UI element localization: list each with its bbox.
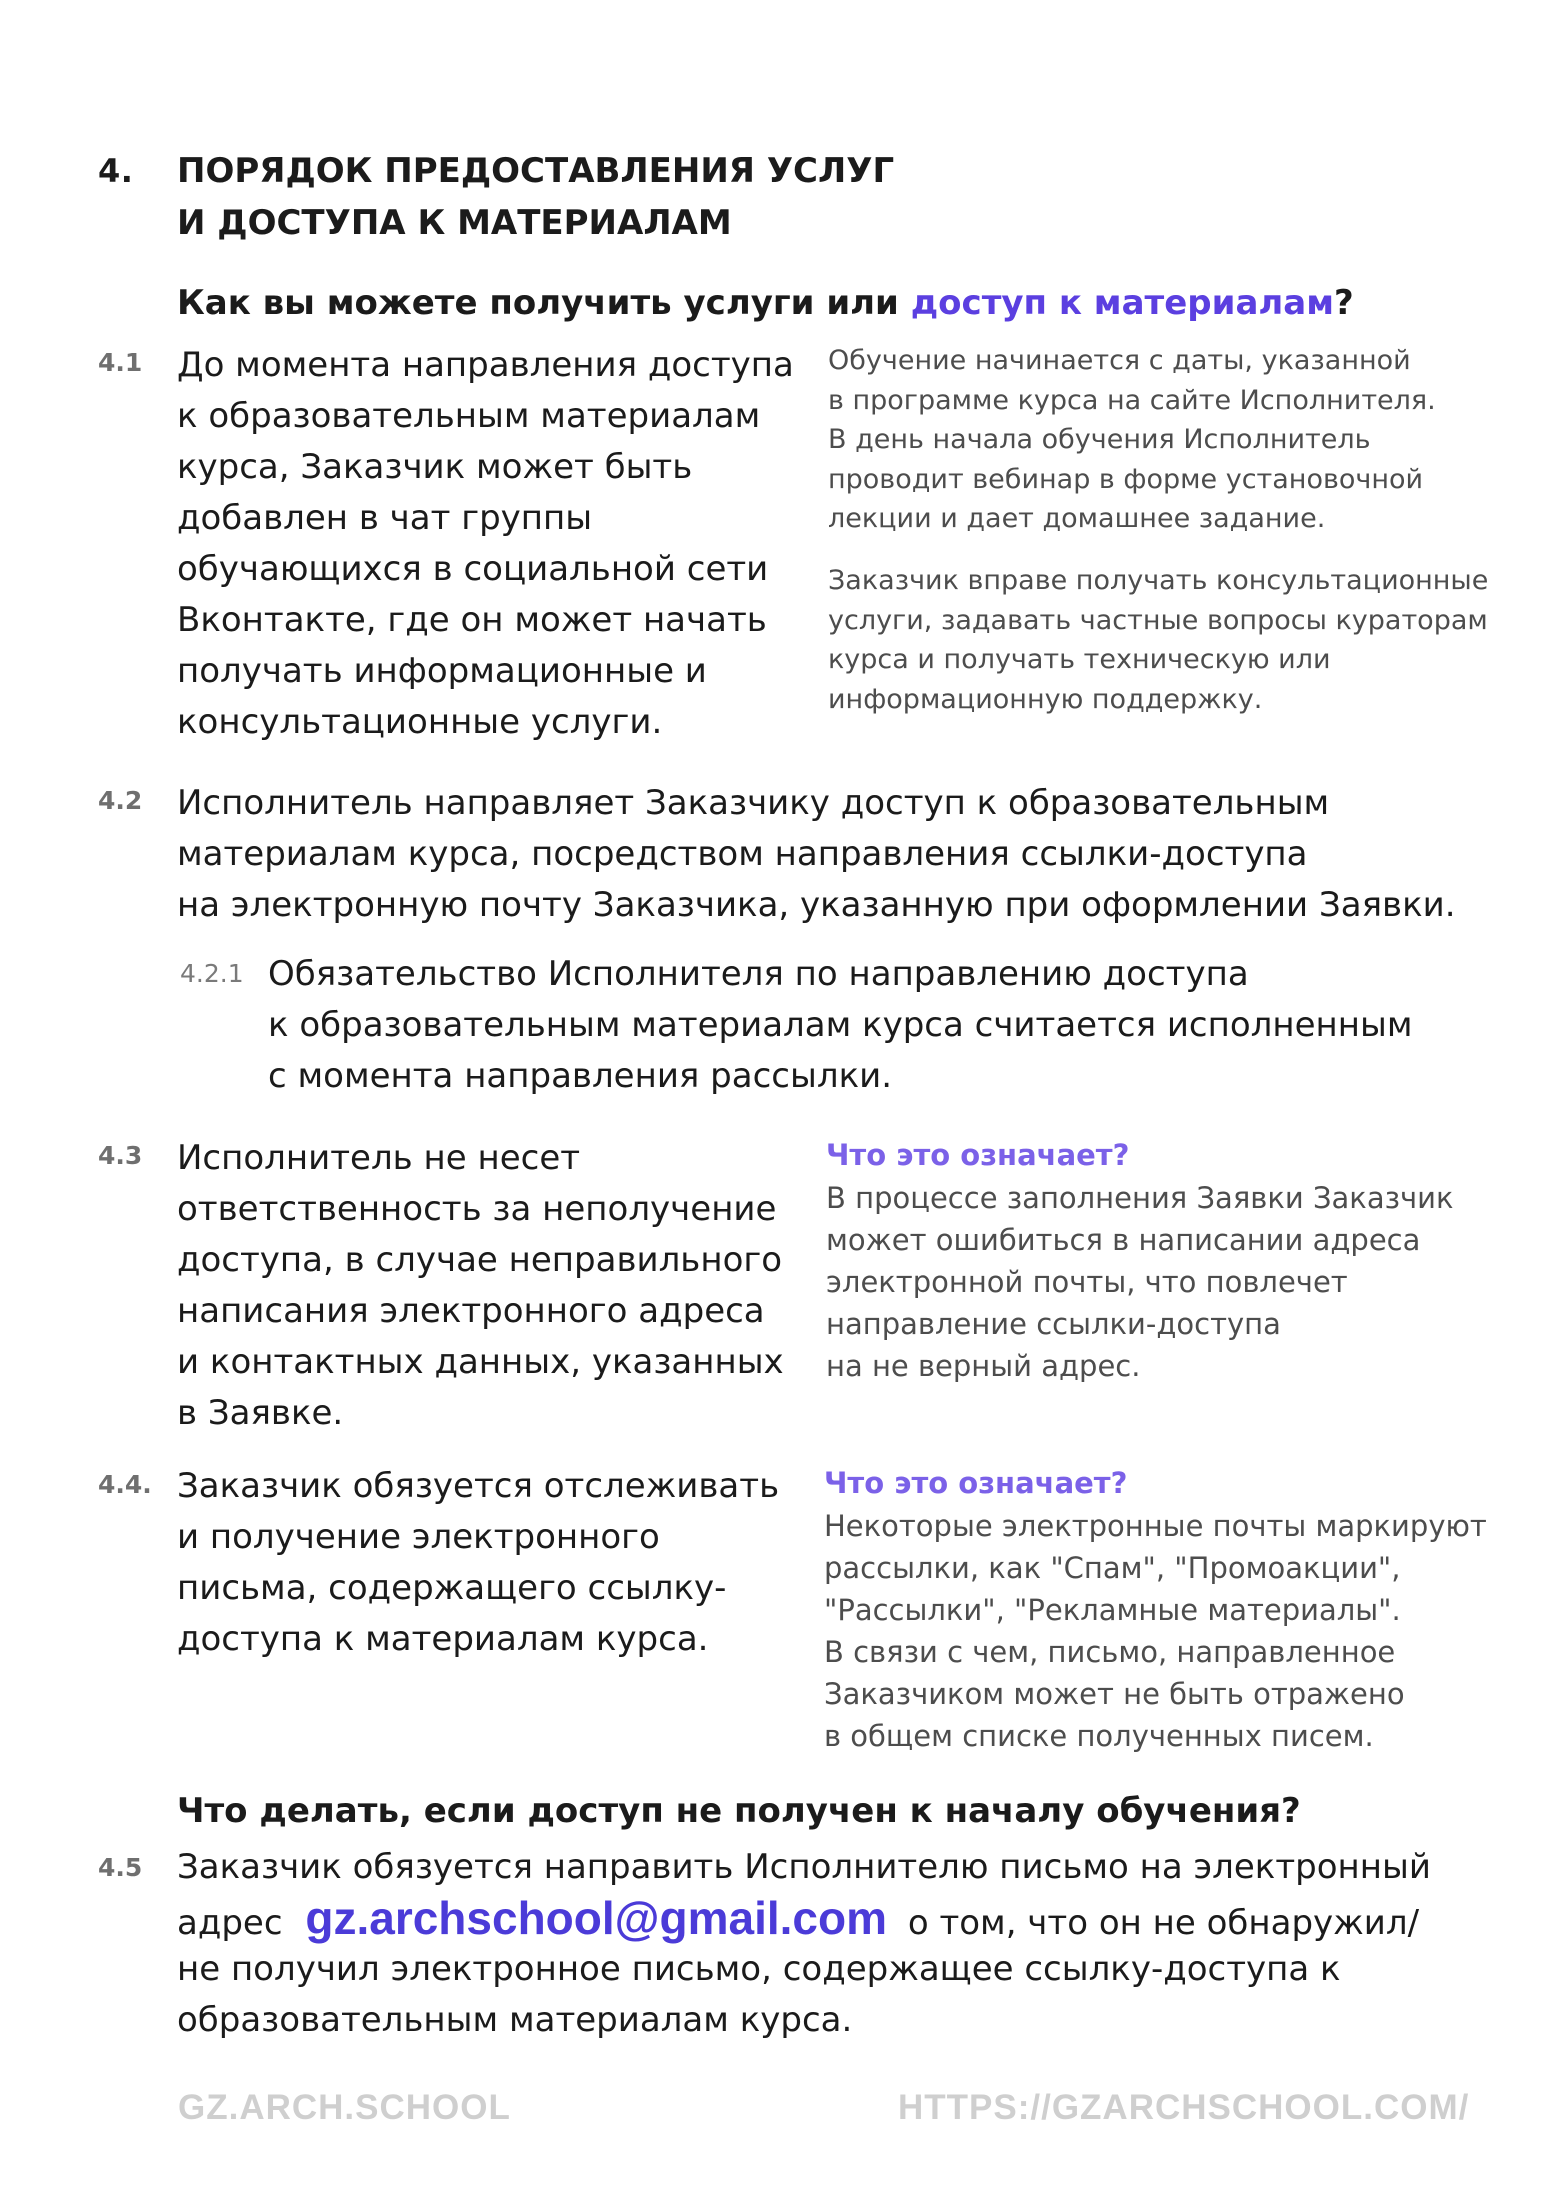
subheading-suffix: ? <box>1334 283 1354 323</box>
clause-text-4-5-line2 <box>177 1893 1419 1949</box>
address-suffix: о том, что он не обнаружил/ <box>907 1903 1420 1943</box>
clause-text-4-5-line3: не получил электронное письмо, содержащее ссылку-доступа к <box>177 1949 1341 1989</box>
clause-number-4-2: 4.2 <box>98 786 143 815</box>
clause-text-4-2-1: Обязательство Исполнителя по направлению доступа к образовательным материалам курса считается исполненным с момента направления рассылки. <box>268 954 1413 1096</box>
clause-note-4-4: Некоторые электронные почты маркируют рассылки, как "Спам", "Промоакции", "Рассылки", "Рекламные материалы". В связи с чем, письмо, направленное Заказчиком может не быть отражено в общем списке полученных писем. <box>824 1509 1487 1753</box>
subheading-accent: доступ к материалам <box>910 283 1335 323</box>
clause-note-4-3: В процессе заполнения Заявки Заказчик может ошибиться в написании адреса электронной почты, что повлечет направление ссылки-доступа на не верный адрес. <box>826 1181 1454 1383</box>
clause-text-4-5-line1: Заказчик обязуется направить Исполнителю письмо на электронный <box>177 1847 1431 1887</box>
clause-number-4-4: 4.4. <box>98 1470 152 1499</box>
subheading-no-access: Что делать, если доступ не получен к началу обучения? <box>177 1791 1301 1831</box>
section-number: 4. <box>98 152 134 190</box>
footer-brand: GZ.ARCH.SCHOOL <box>178 2088 511 2127</box>
note-question-4-4: Что это означает? <box>824 1466 1128 1500</box>
clause-note-4-1-start: Обучение начинается с даты, указанной в программе курса на сайте Исполнителя. В день начала обучения Исполнитель проводит вебинар в форме установочной лекции и дает домашнее задание. <box>828 345 1436 534</box>
note-question-4-3: Что это означает? <box>826 1138 1130 1172</box>
clause-text-4-3: Исполнитель не несет ответственность за неполучение доступа, в случае неправильного написания электронного адреса и контактных данных, указанных в Заявке. <box>177 1138 784 1433</box>
email-link[interactable]: gz.archschool@gmail.com <box>305 1892 888 1944</box>
clause-note-4-1-consult: Заказчик вправе получать консультационные услуги, задавать частные вопросы кураторам курса и получать техническую или информационную поддержку. <box>828 565 1489 715</box>
clause-number-4-2-1: 4.2.1 <box>180 959 244 988</box>
clause-text-4-1: До момента направления доступа к образовательным материалам курса, Заказчик может быть добавлен в чат группы обучающихся в социальной сети Вконтакте, где он может начать получать информационные и консультационные услуги. <box>177 345 794 742</box>
section-title: ПОРЯДОК ПРЕДОСТАВЛЕНИЯ УСЛУГ И ДОСТУПА К МАТЕРИАЛАМ <box>177 151 895 243</box>
clause-text-4-4: Заказчик обязуется отслеживать и получение электронного письма, содержащего ссылку- доступа к материалам курса. <box>177 1466 780 1659</box>
clause-text-4-5-line4: образовательным материалам курса. <box>177 2000 853 2040</box>
clause-number-4-3: 4.3 <box>98 1141 143 1170</box>
address-label: адрес <box>177 1903 283 1943</box>
clause-text-4-2: Исполнитель направляет Заказчику доступ к образовательным материалам курса, посредством направления ссылки-доступа на электронную почту Заказчика, указанную при оформлении Заявки. <box>177 783 1456 925</box>
subheading-prefix: Как вы можете получить услуги или <box>177 283 911 323</box>
clause-number-4-5: 4.5 <box>98 1853 143 1882</box>
footer-url[interactable]: HTTPS://GZARCHSCHOOL.COM/ <box>898 2088 1470 2127</box>
subheading-how-to-get-services <box>177 283 1354 323</box>
clause-number-4-1: 4.1 <box>98 348 143 377</box>
